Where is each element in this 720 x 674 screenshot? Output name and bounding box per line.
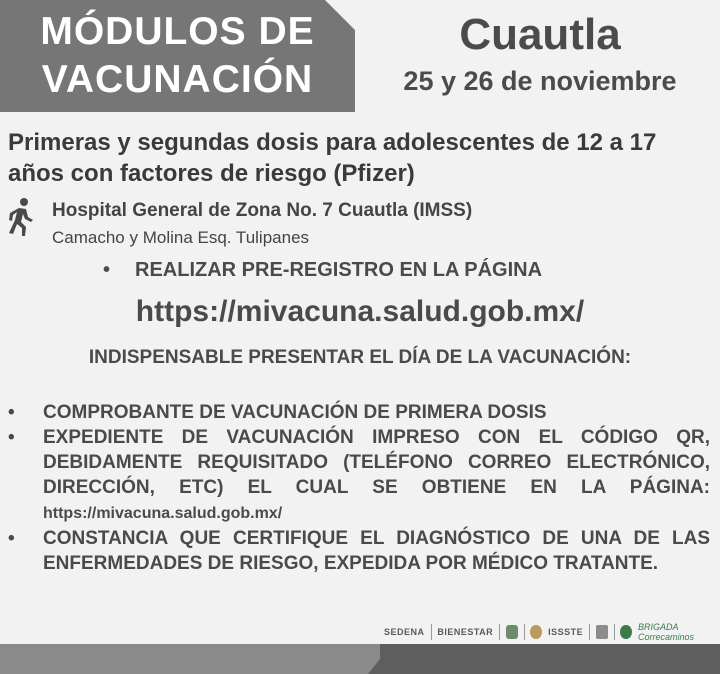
logo-divider bbox=[614, 624, 615, 640]
list-item bbox=[8, 425, 710, 526]
requirement-text: COMPROBANTE DE VACUNACIÓN DE PRIMERA DOSIS bbox=[43, 402, 547, 423]
hospital-address: Camacho y Molina Esq. Tulipanes bbox=[52, 228, 310, 247]
bullet: • bbox=[103, 259, 111, 281]
logo-sedena: SEDENA bbox=[384, 627, 425, 637]
requirement-text: CONSTANCIA QUE CERTIFIQUE EL DIAGNÓSTICO DE UNA DE LAS ENFERMEDADES DE RIESGO, EXPEDIDA POR MÉDICO TRATANTE. bbox=[43, 528, 710, 574]
logo-bienestar: BIENESTAR bbox=[437, 627, 494, 637]
requirements-heading: INDISPENSABLE PRESENTAR EL DÍA DE LA VACUNACIÓN: bbox=[88, 347, 632, 368]
event-dates: 25 y 26 de noviembre bbox=[403, 66, 677, 96]
brigada-bird-icon bbox=[620, 625, 632, 639]
preregister-text: REALIZAR PRE-REGISTRO EN LA PÁGINA bbox=[135, 259, 543, 281]
city-name: Cuautla bbox=[459, 10, 621, 59]
hospital-name: Hospital General de Zona No. 7 Cuautla (IMSS) bbox=[52, 200, 473, 221]
preregister-instruction bbox=[103, 259, 542, 282]
registration-link[interactable]: https://mivacuna.salud.gob.mx/ bbox=[135, 295, 585, 328]
logo-brigada: BRIGADA Correcaminos bbox=[638, 622, 695, 642]
issste-emblem-icon bbox=[530, 625, 542, 639]
logo-divider bbox=[589, 624, 590, 640]
audience-subtitle: Primeras y segundas dosis para adolescentes de 12 a 17 años con factores de riesgo (Pfizer) bbox=[8, 129, 657, 187]
title-line-2: VACUNACIÓN bbox=[41, 58, 314, 101]
list-item bbox=[8, 526, 710, 576]
morelos-shield-icon bbox=[596, 625, 608, 639]
title-line-1: MÓDULOS DE bbox=[40, 10, 315, 53]
logo-divider bbox=[431, 624, 432, 640]
logo-issste: ISSSTE bbox=[548, 627, 584, 637]
footer-band-dark bbox=[380, 644, 720, 674]
logo-divider bbox=[499, 624, 500, 640]
person-walking-icon bbox=[4, 197, 36, 237]
requirements-list bbox=[8, 400, 710, 576]
sponsor-logos bbox=[384, 620, 720, 644]
list-item bbox=[8, 400, 710, 425]
requirement-link[interactable]: https://mivacuna.salud.gob.mx/ bbox=[43, 505, 283, 522]
imss-logo-icon bbox=[506, 625, 518, 639]
requirement-text: EXPEDIENTE DE VACUNACIÓN IMPRESO CON EL CÓDIGO QR, DEBIDAMENTE REQUISITADO (TELÉFONO CORREO ELECTRÓNICO, DIRECCIÓN, ETC) EL CUAL SE OBTIENE EN LA PÁGINA: bbox=[43, 427, 710, 498]
logo-divider bbox=[524, 624, 525, 640]
